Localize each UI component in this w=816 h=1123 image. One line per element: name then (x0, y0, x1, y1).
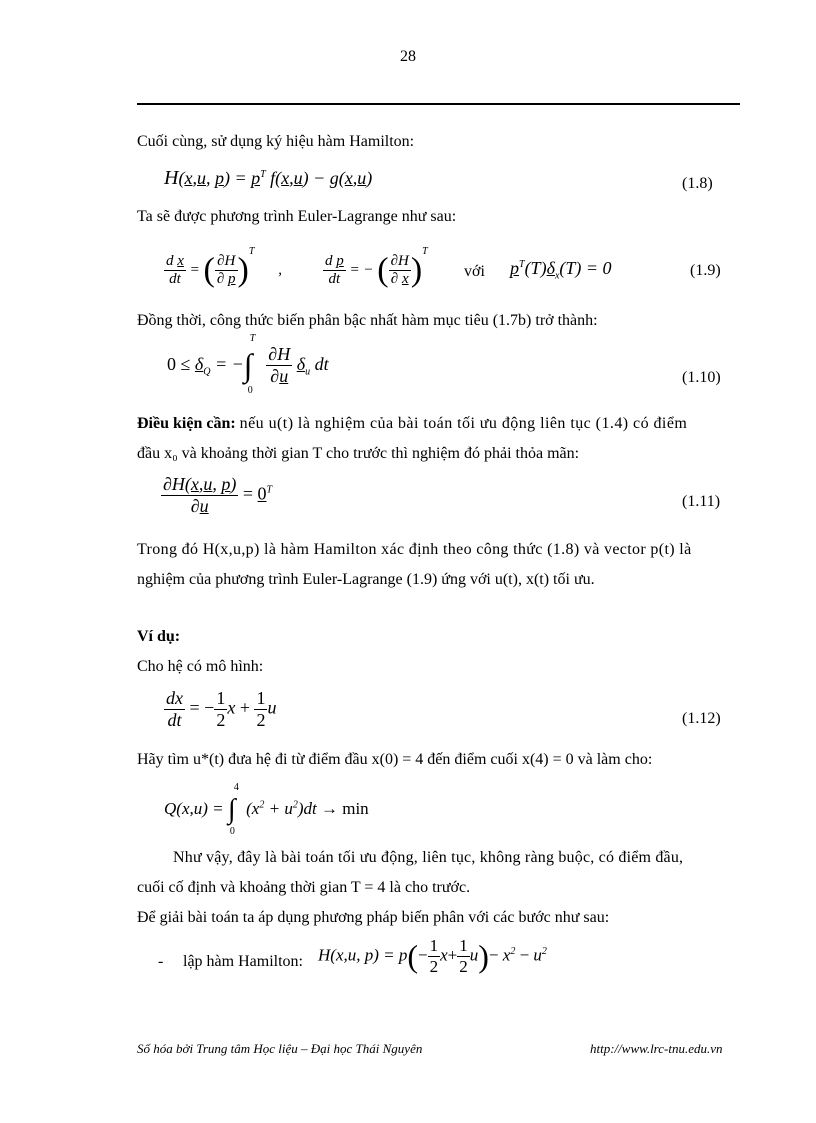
equation-1-10: $0 \le \delta_Q$ = −∫ T 0 $\frac{\partial H}{\partial u}$ $\delta_u$ dt (167, 333, 329, 396)
paragraph-problem-type-line1: Như vậy, đây là bài toán tối ưu động, liên tục, không ràng buộc, có điểm đầu, (173, 849, 684, 866)
bullet-text: lập hàm Hamilton: (183, 953, 303, 970)
equation-1-9-left: $\frac{\text{d x}}{dt}$ = ( $\frac{\partial H}{\partial p}$ )$^T$ , (166, 246, 282, 289)
paragraph-method-intro: Để giải bài toán ta áp dụng phương pháp biến phân với các bước như sau: (137, 909, 610, 926)
equation-number-1-8: (1.8) (682, 175, 713, 192)
equation-1-9-right: $p^T(T)\delta_x(T) = 0$ (510, 258, 612, 282)
equation-objective: Q(x,u) = ∫ 4 0 $(x^2 + u^2)dt \to \min$ (164, 782, 369, 837)
header-rule (137, 103, 740, 105)
paragraph-model-intro: Cho hệ có mô hình: (137, 658, 264, 675)
necessary-condition-text: nếu u(t) là nghiệm của bài toán tối ưu động liên tục (1.4) có điểm (239, 415, 688, 432)
paragraph-necessary-condition-line2: đầu x₀ và khoảng thời gian T cho trước thì nghiệm đó phải thỏa mãn: (137, 445, 580, 462)
example-title: Ví dụ: (137, 628, 181, 645)
footer-url[interactable]: http://www.lrc-tnu.edu.vn (590, 1041, 723, 1056)
bullet-dash: - (158, 953, 164, 970)
equation-1-9-with-label: với (464, 263, 485, 280)
equation-number-1-12: (1.12) (682, 710, 721, 727)
equation-1-12: $\frac{dx}{dt}$ = − $\frac{1}{2}$ x + $\frac{1}{2}$ u (166, 688, 277, 730)
equation-hamilton-example: H(x,u, p) = p(− $\frac{1}{2}$ x+ $\frac{1}{2}$ $u)- x^2 - u^2$ (318, 936, 547, 976)
equation-number-1-9: (1.9) (690, 262, 721, 279)
page-number: 28 (400, 48, 416, 65)
paragraph-euler-lagrange-intro: Ta sẽ được phương trình Euler-Lagrange như sau: (137, 208, 457, 225)
paragraph-hamilton-definition-line1: Trong đó H(x,u,p) là hàm Hamilton xác định theo công thức (1.8) và vector p(t) là (137, 541, 692, 558)
equation-number-1-11: (1.11) (682, 493, 721, 510)
paragraph-hamilton-intro: Cuối cùng, sử dụng ký hiệu hàm Hamilton: (137, 133, 415, 150)
footer-source: Số hóa bởi Trung tâm Học liệu – Đại học Thái Nguyên (137, 1041, 423, 1056)
equation-number-1-10: (1.10) (682, 369, 721, 386)
equation-1-9-middle: $\frac{\text{d p}}{dt}$ = − ( $\frac{\partial H}{\partial x}$ )$^T$ (325, 246, 428, 289)
paragraph-hamilton-definition-line2: nghiệm của phương trình Euler-Lagrange (1.9) ứng với u(t), x(t) tối ưu. (137, 571, 595, 588)
paragraph-problem-statement: Hãy tìm u*(t) đưa hệ đi từ điểm đầu x(0) = 4 đến điểm cuối x(4) = 0 và làm cho: (137, 751, 653, 768)
equation-1-8: H(x,u, $p) = p^T$ f(x,u) − g(x,u) (164, 167, 373, 189)
paragraph-problem-type-line2: cuối cố định và khoảng thời gian T = 4 là cho trước. (137, 879, 471, 896)
necessary-condition-label: Điều kiện cần: (137, 415, 236, 432)
paragraph-necessary-condition-line1 (137, 414, 687, 434)
paragraph-variation-intro: Đồng thời, công thức biến phân bậc nhất hàm mục tiêu (1.7b) trở thành: (137, 312, 598, 329)
equation-1-11: $\frac{\partial H(x,u, p)}{\partial u}$ = $0^T$ (163, 474, 273, 516)
